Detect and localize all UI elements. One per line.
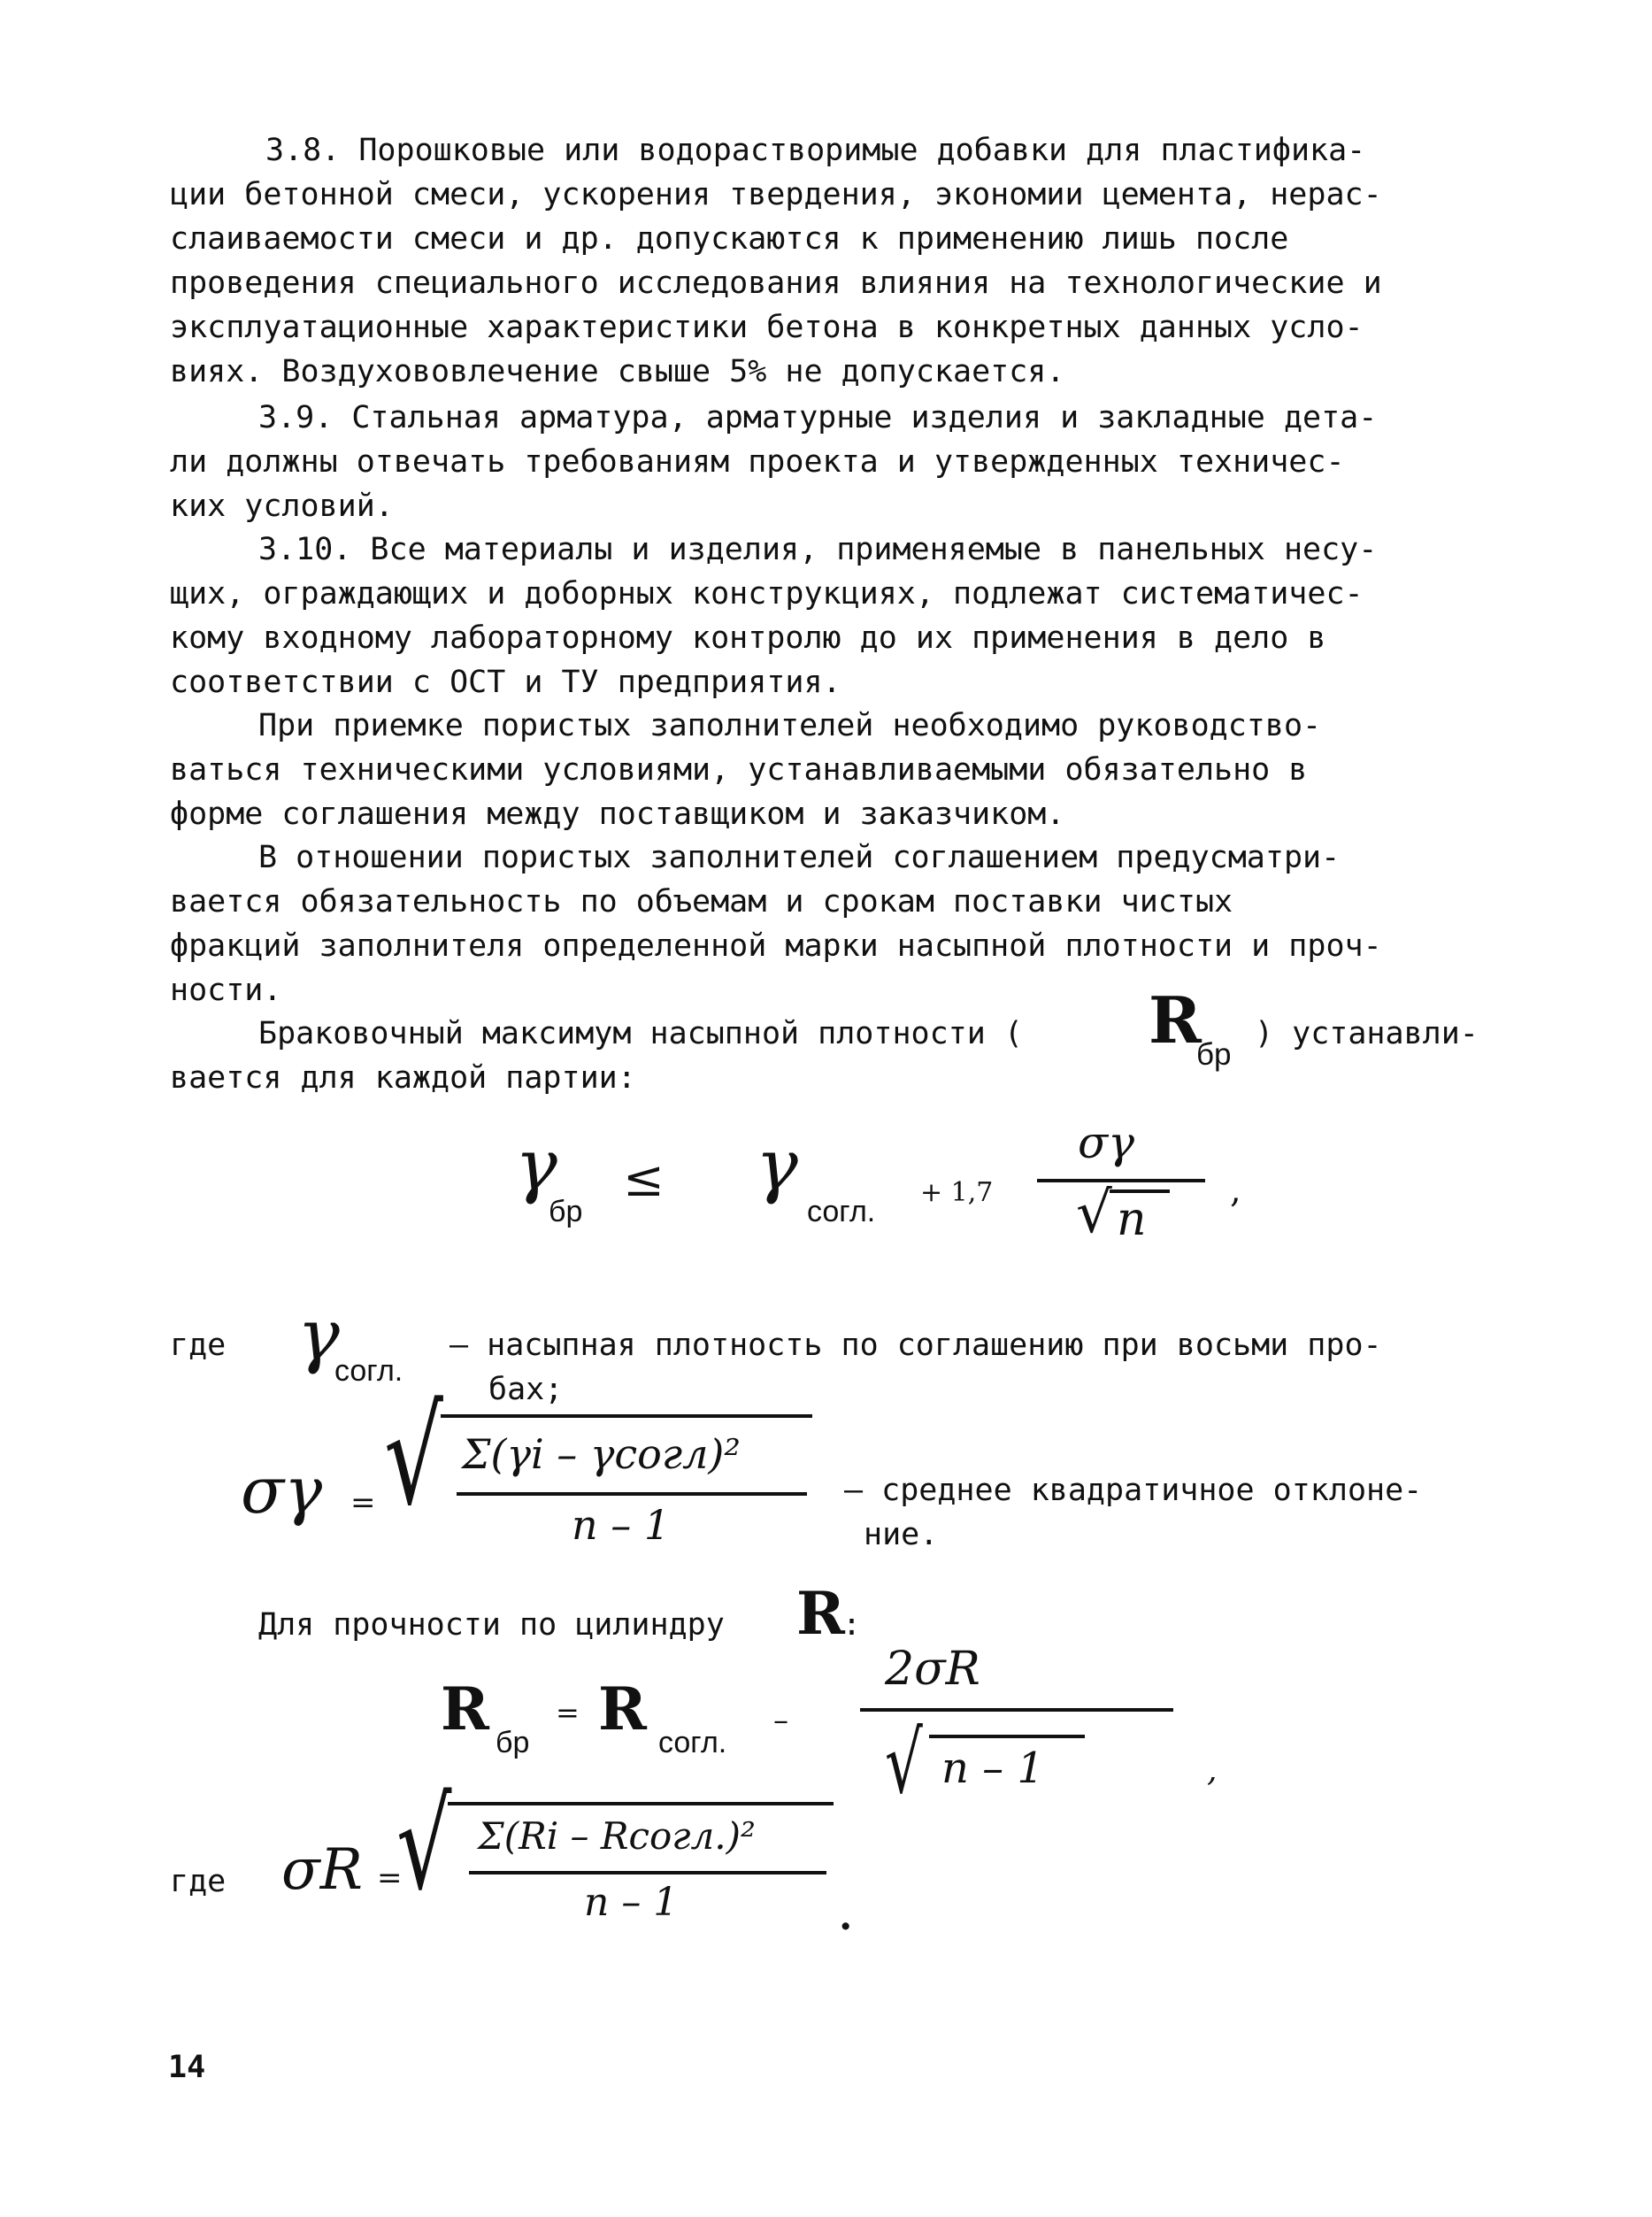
formula1-plus-coef: + 1,7 [920, 1177, 994, 1208]
formula3-lhs: R [441, 1674, 489, 1744]
formula1-rhs-sub: согл. [807, 1195, 876, 1228]
formula1-lhs: γ [515, 1124, 557, 1206]
where1-symbol: γ [297, 1294, 340, 1376]
formula3-denominator: n – 1 [941, 1744, 1044, 1793]
formula2-denominator: n – 1 [572, 1501, 671, 1549]
formula1-numerator: σγ [1078, 1117, 1135, 1168]
text-line: ности. [170, 973, 282, 1008]
formula1-sqrt-sign: √ [1076, 1181, 1112, 1246]
formula4-fraction-bar [469, 1871, 826, 1874]
formula4-sqrt-sign: √ [396, 1774, 452, 1918]
formula3-numerator: 2σR [885, 1643, 980, 1696]
brak-sub: бр [1196, 1037, 1232, 1072]
formula1-denominator: n [1117, 1193, 1147, 1246]
formula4-label: где [170, 1864, 227, 1899]
formula2-desc-line2: ние. [864, 1517, 939, 1552]
formula1-tail: , [1230, 1170, 1241, 1211]
formula1-fraction-bar [1037, 1179, 1205, 1182]
paragraph-agreement [170, 835, 1504, 1012]
formula1-lhs-sub: бр [549, 1195, 583, 1228]
where1-text-line2: бах; [488, 1372, 564, 1407]
formula3-equals: = [556, 1696, 580, 1729]
formula4-equals: = [377, 1860, 403, 1896]
text-line: ваться техническими условиями, устанавливаемыми обязательно в [170, 752, 1308, 788]
formula3-radical-bar [929, 1735, 1085, 1738]
formula4-tail: . [839, 1894, 853, 1939]
formula3-minus: – [773, 1703, 788, 1738]
formula2-desc-line1: – среднее квадратичное отклоне- [844, 1473, 1423, 1508]
text-line: При приемке пористых заполнителей необходимо руководство- [258, 708, 1322, 743]
formula4-radical-bar [448, 1802, 834, 1805]
brak-symbol: R [1149, 982, 1202, 1058]
strength-colon: : [842, 1607, 862, 1643]
formula2-lhs: σγ [241, 1453, 323, 1528]
where1-sub: согл. [334, 1354, 403, 1388]
formula3-sqrt-sign: √ [885, 1713, 923, 1813]
brak-text-after: ) устанавли- [1255, 1016, 1479, 1051]
paragraph-3-8 [170, 128, 1504, 394]
text-line: форме соглашения между поставщиком и заказчиком. [170, 797, 1065, 832]
text-line: ли должны отвечать требованиям проекта и утвержденных техничес- [170, 444, 1345, 480]
text-line: кому входному лабораторному контролю до их применения в дело в [170, 620, 1326, 656]
text-line: вается обязательность по объемам и срокам поставки чистых [170, 884, 1233, 920]
text-line: ких условий. [170, 489, 394, 524]
text-line: 3.10. Все материалы и изделия, применяемые в панельных несу- [258, 532, 1378, 567]
formula1-rhs: γ [756, 1124, 798, 1206]
where1-label: где [170, 1328, 227, 1363]
paragraph-3-10 [170, 527, 1504, 704]
brak-text-before: Браковочный максимум насыпной плотности ( [258, 1016, 1023, 1051]
text-line: щих, ограждающих и доборных конструкциях, подлежат систематичес- [170, 576, 1364, 612]
where1-text-line1: – насыпная плотность по соглашению при восьми про- [449, 1328, 1382, 1363]
brak-text-line2: вается для каждой партии: [170, 1060, 636, 1096]
formula3-tail: , [1207, 1752, 1218, 1789]
text-line: проведения специального исследования влияния на технологические и [170, 266, 1382, 301]
paragraph-acceptance [170, 704, 1504, 836]
formula2-equals: = [350, 1485, 376, 1520]
formula2-fraction-bar [457, 1492, 807, 1496]
text-line: 3.9. Стальная арматура, арматурные изделия и закладные дета- [258, 400, 1378, 435]
formula3-fraction-bar [860, 1708, 1173, 1712]
formula3-rhs-sub: согл. [658, 1726, 727, 1759]
formula3-rhs: R [598, 1674, 647, 1744]
formula2-radical-bar [441, 1414, 812, 1418]
text-line: фракций заполнителя определенной марки насыпной плотности и проч- [170, 928, 1382, 964]
text-line: слаиваемости смеси и др. допускаются к применению лишь после [170, 221, 1289, 257]
text-line: соответствии с ОСТ и ТУ предприятия. [170, 665, 841, 700]
text-line: В отношении пористых заполнителей соглашением предусматри- [258, 840, 1341, 875]
formula2-sqrt-sign: √ [384, 1381, 443, 1535]
formula1-relation: ≤ [623, 1151, 665, 1208]
paragraph-3-9 [170, 396, 1504, 528]
formula4-denominator: n – 1 [584, 1880, 679, 1925]
text-line: ции бетонной смеси, ускорения твердения, экономии цемента, нерас- [170, 177, 1382, 212]
text-line: 3.8. Порошковые или водорастворимые добавки для пластифика- [265, 133, 1366, 168]
text-line: виях. Воздухововлечение свыше 5% не допускается. [170, 354, 1065, 389]
formula4-lhs: σR [281, 1837, 363, 1903]
formula3-lhs-sub: бр [496, 1726, 530, 1759]
text-line: эксплуатационные характеристики бетона в конкретных данных усло- [170, 310, 1364, 345]
formula2-numerator: Σ(γi – γсогл)² [462, 1430, 741, 1478]
page-number: 14 [168, 2050, 206, 2085]
formula4-numerator: Σ(Ri – Rсогл.)² [478, 1814, 756, 1858]
strength-label: Для прочности по цилиндру [258, 1607, 725, 1643]
strength-symbol: R [796, 1579, 845, 1648]
